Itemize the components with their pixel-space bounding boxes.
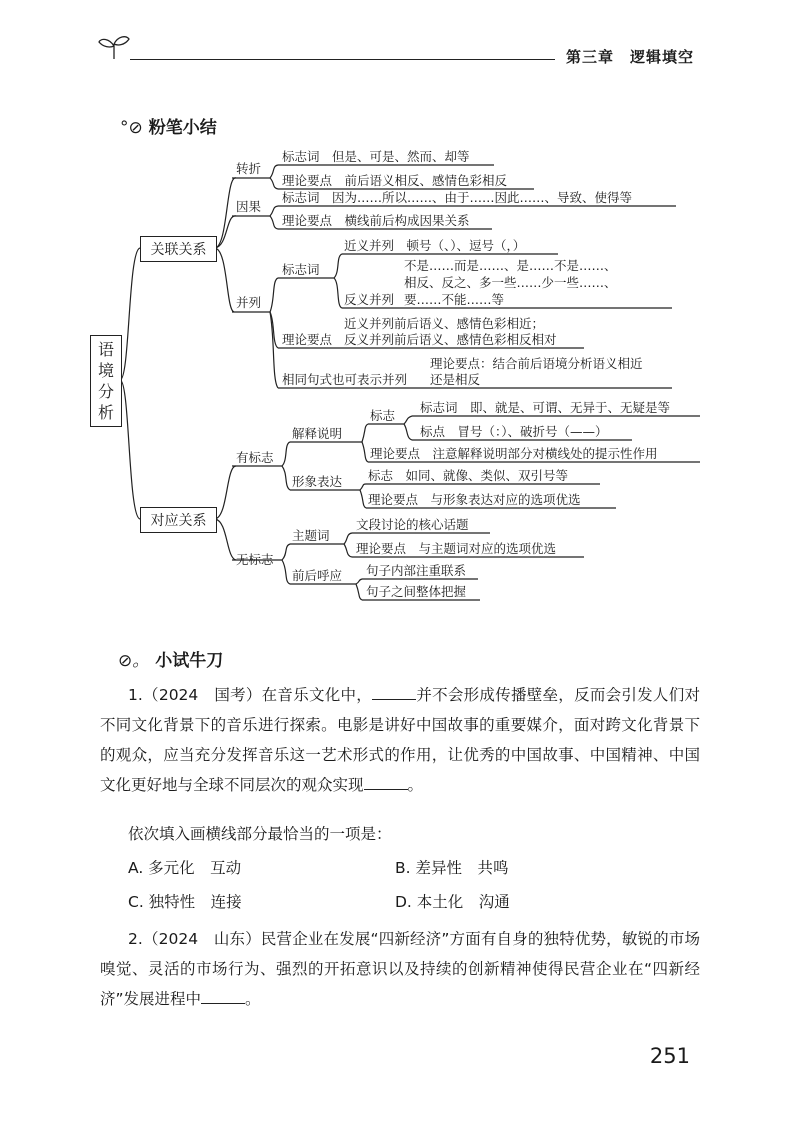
node-with-markers: 有标志 (236, 450, 274, 465)
summary-title-text: 粉笔小结 (148, 118, 217, 138)
node-parallel: 并列 (236, 295, 262, 310)
leaf-text: 反义并列前后语义、感情色彩相反相对 (344, 332, 557, 347)
leaf-text: 标志词 (282, 262, 320, 277)
leaf-text: 理论要点 (282, 332, 333, 347)
leaf-text: 标志 (370, 408, 396, 423)
question-1-stem (100, 680, 700, 800)
header-rule (130, 59, 555, 60)
practice-title-text: 小试牛刀 (155, 651, 224, 671)
leaf-text: 标点 冒号（：）、破折号（——） (420, 424, 608, 439)
answer-blank (364, 773, 408, 790)
leaf-text: 标志词 因为……所以……、由于……因此……、导致、使得等 (282, 190, 633, 205)
root-char: 析 (97, 403, 114, 422)
leaf-text: 句子内部注重联系 (366, 563, 467, 578)
option-d: D. 本土化 沟通 (395, 893, 510, 911)
connector (215, 216, 236, 248)
leaf-text: 还是相反 (430, 372, 481, 387)
root-char: 分 (97, 382, 114, 401)
q1-text-part: 1.（2024 国考）在音乐文化中， (128, 686, 373, 704)
leaf-text: 文段讨论的核心话题 (356, 517, 469, 532)
node-explanation: 解释说明 (292, 426, 343, 441)
chapter-label: 第三章 (566, 48, 615, 66)
option-a: A. 多元化 互动 (128, 859, 242, 877)
answer-blank (372, 683, 416, 700)
root-char: 语 (97, 340, 114, 359)
node-echo: 前后呼应 (292, 568, 343, 583)
leaf-text: 标志词 但是、可是、然而、却等 (282, 149, 470, 164)
sprout-icon (97, 34, 131, 60)
q2-text-part: 2.（2024 山东）民营企业在发展“四新经济”方面有自身的独特优势，敏锐的市场嗅觉、灵活的市场行为、强烈的开拓意识以及持续的创新精神使得民营企业在“四新经济”发展进程中 (100, 930, 700, 1008)
node-causality: 因果 (236, 199, 262, 214)
option-b: B. 差异性 共鸣 (395, 859, 509, 877)
node-topic-word: 主题词 (292, 528, 330, 543)
leaf-text: 反义并列 (344, 292, 395, 307)
leaf-text: 近义并列前后语义、感情色彩相近； (344, 316, 545, 331)
node-correspondence: 对应关系 (140, 507, 217, 533)
q1-text-part: 并不会形成传播壁垒，反而会引发人们对不同文化背景下的音乐进行探索。电影是讲好中国故事的重要媒介，面对跨文化背景下的观众，应当充分发挥音乐这一艺术形式的作用，让优秀的中国故事、中国精神、中国文化更好地与全球不同层次的观众实现 (100, 686, 700, 794)
leaf-text: 句子之间整体把握 (366, 584, 467, 599)
root-char: 境 (97, 361, 114, 380)
section-label: 逻辑填空 (630, 48, 695, 66)
leaf-text: 理论要点 与形象表达对应的选项优选 (368, 492, 581, 507)
pencil-icon: ⊘。 (118, 651, 150, 671)
node-association: 关联关系 (140, 236, 217, 262)
node-without-markers: 无标志 (236, 552, 274, 567)
option-c: C. 独特性 连接 (128, 893, 242, 911)
leaf-text: 要……不能……等 (404, 292, 505, 307)
leaf-text: 理论要点 前后语义相反、感情色彩相反 (282, 173, 508, 188)
leaf-text: 理论要点：结合前后语境分析语义相近 (430, 356, 643, 371)
question-1-prompt: 依次填入画横线部分最恰当的一项是： (128, 825, 392, 843)
leaf-text: 不是……而是……、是……不是……、 (404, 258, 617, 273)
q2-text-part: 。 (245, 990, 261, 1008)
leaf-text: 近义并列 顿号（、）、逗号（，） (344, 238, 526, 253)
leaf-text: 理论要点 横线前后构成因果关系 (282, 213, 470, 228)
page-number: 251 (649, 1044, 690, 1068)
leaf-text: 标志 如同、就像、类似、双引号等 (368, 468, 569, 483)
leaf-text: 相反、反之、多一些……少一些……、 (404, 275, 617, 290)
root-node-context-analysis (90, 335, 122, 427)
connector (120, 248, 140, 380)
leaf-text: 标志词 即、就是、可谓、无异于、无疑是等 (420, 400, 671, 415)
practice-title (118, 646, 223, 671)
pencil-icon: °⊘ (120, 118, 143, 138)
connector (215, 178, 236, 248)
q1-text-part: 。 (407, 776, 424, 794)
connector (120, 380, 140, 519)
question-2-stem (100, 924, 700, 1014)
leaf-text: 理论要点 与主题词对应的选项优选 (356, 541, 557, 556)
running-header (566, 46, 694, 67)
summary-title (120, 113, 217, 138)
node-contrast: 转折 (236, 161, 262, 176)
node-figurative: 形象表达 (292, 474, 343, 489)
answer-blank (201, 987, 245, 1004)
connector (215, 248, 234, 312)
leaf-text: 相同句式也可表示并列 (282, 372, 408, 387)
leaf-text: 理论要点 注意解释说明部分对横线处的提示性作用 (370, 446, 658, 461)
